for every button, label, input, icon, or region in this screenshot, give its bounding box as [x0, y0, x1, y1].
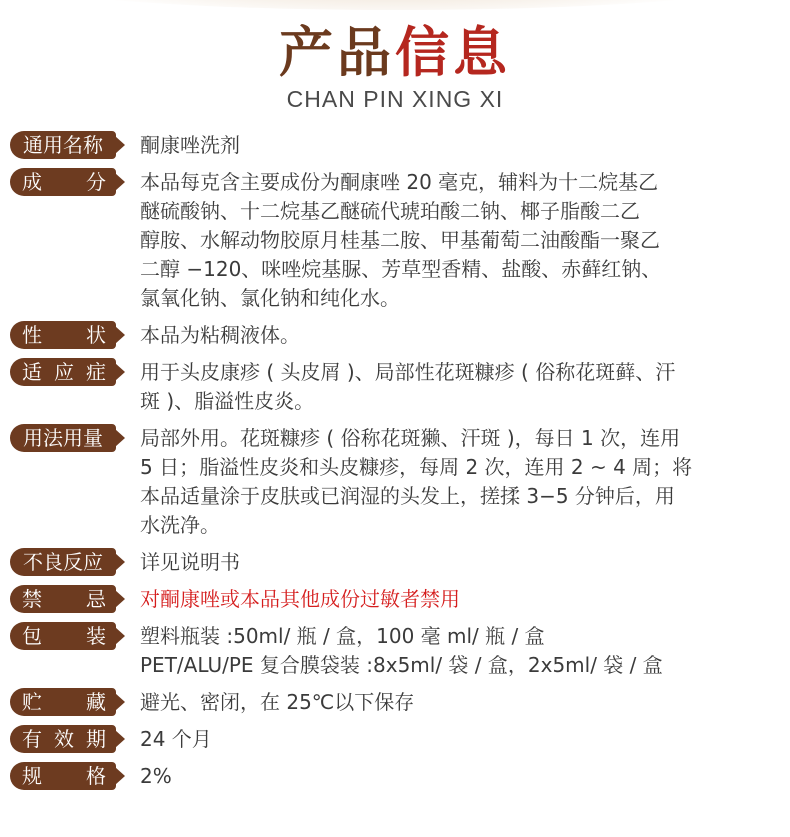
row-label-text: 不良反应	[23, 550, 103, 574]
row-label-char: 期	[86, 727, 106, 751]
row-value	[140, 321, 780, 350]
row-value-line: 塑料瓶装 :50ml/ 瓶 / 盒，100 毫 ml/ 瓶 / 盒	[140, 624, 545, 648]
row-label-char: 应	[54, 360, 74, 384]
row-label	[10, 131, 116, 159]
row-label-char: 适	[22, 360, 42, 384]
info-row	[10, 688, 780, 717]
row-value	[140, 688, 780, 717]
row-label-char: 格	[86, 764, 106, 788]
title-part-2: 信息	[395, 21, 511, 84]
row-value-line: 详见说明书	[140, 550, 240, 574]
row-label-char: 状	[86, 323, 106, 347]
row-label-char: 包	[22, 624, 42, 648]
info-row	[10, 358, 780, 416]
info-row	[10, 131, 780, 160]
row-value-line: 醇胺、水解动物胶原月桂基二胺、甲基葡萄二油酸酯一聚乙	[140, 228, 660, 252]
row-label	[10, 424, 116, 452]
row-label	[10, 622, 116, 650]
row-label-char: 装	[86, 624, 106, 648]
info-row	[10, 424, 780, 540]
row-value	[140, 131, 780, 160]
row-label	[10, 321, 116, 349]
row-value-line: 二醇 −120、咪唑烷基脲、芳草型香精、盐酸、赤藓红钠、	[140, 257, 662, 281]
row-value	[140, 424, 780, 540]
row-label-char: 规	[22, 764, 42, 788]
info-row	[10, 548, 780, 577]
row-label	[10, 762, 116, 790]
row-value-line: 避光、密闭，在 25℃以下保存	[140, 690, 415, 714]
row-value-line: 对酮康唑或本品其他成份过敏者禁用	[140, 587, 460, 611]
row-value-line: 本品每克含主要成份为酮康唑 20 毫克，辅料为十二烷基乙	[140, 170, 659, 194]
info-row	[10, 168, 780, 313]
row-value-line: 氯氧化钠、氯化钠和纯化水。	[140, 286, 400, 310]
page-header	[0, 22, 790, 113]
row-value-line: 酮康唑洗剂	[140, 133, 240, 157]
row-label-char: 贮	[22, 690, 42, 714]
page-subtitle: CHAN PIN XING XI	[286, 86, 504, 112]
row-value-line: 2%	[140, 764, 172, 788]
row-value	[140, 725, 780, 754]
row-label-char: 性	[22, 323, 42, 347]
info-list	[10, 131, 780, 799]
row-label-text: 通用名称	[23, 133, 103, 157]
row-value	[140, 585, 780, 614]
row-value-line: 本品适量涂于皮肤或已润湿的头发上，搓揉 3−5 分钟后，用	[140, 484, 675, 508]
row-label	[10, 168, 116, 196]
row-label-char: 有	[22, 727, 42, 751]
info-row	[10, 585, 780, 614]
row-value-line: 5 日；脂溢性皮炎和头皮糠疹，每周 2 次，连用 2 ~ 4 周；将	[140, 455, 693, 479]
row-label-char: 效	[54, 727, 74, 751]
row-value	[140, 622, 780, 680]
row-value	[140, 762, 780, 791]
row-value	[140, 548, 780, 577]
row-label	[10, 585, 116, 613]
row-value-line: 24 个月	[140, 727, 212, 751]
row-label	[10, 688, 116, 716]
row-label	[10, 725, 116, 753]
row-label	[10, 548, 116, 576]
row-label-char: 分	[86, 170, 106, 194]
row-value-line: 本品为粘稠液体。	[140, 323, 300, 347]
title-part-1: 产品	[279, 21, 395, 84]
info-row	[10, 622, 780, 680]
row-label-char: 禁	[22, 587, 42, 611]
row-label-char: 忌	[86, 587, 106, 611]
row-value-line: 水洗净。	[140, 513, 220, 537]
row-label-text: 用法用量	[23, 426, 103, 450]
row-label-char: 症	[86, 360, 106, 384]
info-row	[10, 725, 780, 754]
row-value-line: 斑 )、脂溢性皮炎。	[140, 389, 315, 413]
page-title	[0, 22, 790, 84]
row-value-line: PET/ALU/PE 复合膜袋装 :8x5ml/ 袋 / 盒，2x5ml/ 袋 / 盒	[140, 653, 663, 677]
row-value	[140, 168, 780, 313]
row-value-line: 用于头皮康疹 ( 头皮屑 )、局部性花斑糠疹 ( 俗称花斑藓、汗	[140, 360, 676, 384]
row-value-line: 局部外用。花斑糠疹 ( 俗称花斑獭、汗斑 )，每日 1 次，连用	[140, 426, 681, 450]
info-row	[10, 762, 780, 791]
row-label-char: 藏	[86, 690, 106, 714]
row-value	[140, 358, 780, 416]
info-row	[10, 321, 780, 350]
row-value-line: 醚硫酸钠、十二烷基乙醚硫代琥珀酸二钠、椰子脂酸二乙	[140, 199, 640, 223]
row-label-char: 成	[22, 170, 42, 194]
row-label	[10, 358, 116, 386]
top-decorative-arc	[0, 0, 790, 10]
